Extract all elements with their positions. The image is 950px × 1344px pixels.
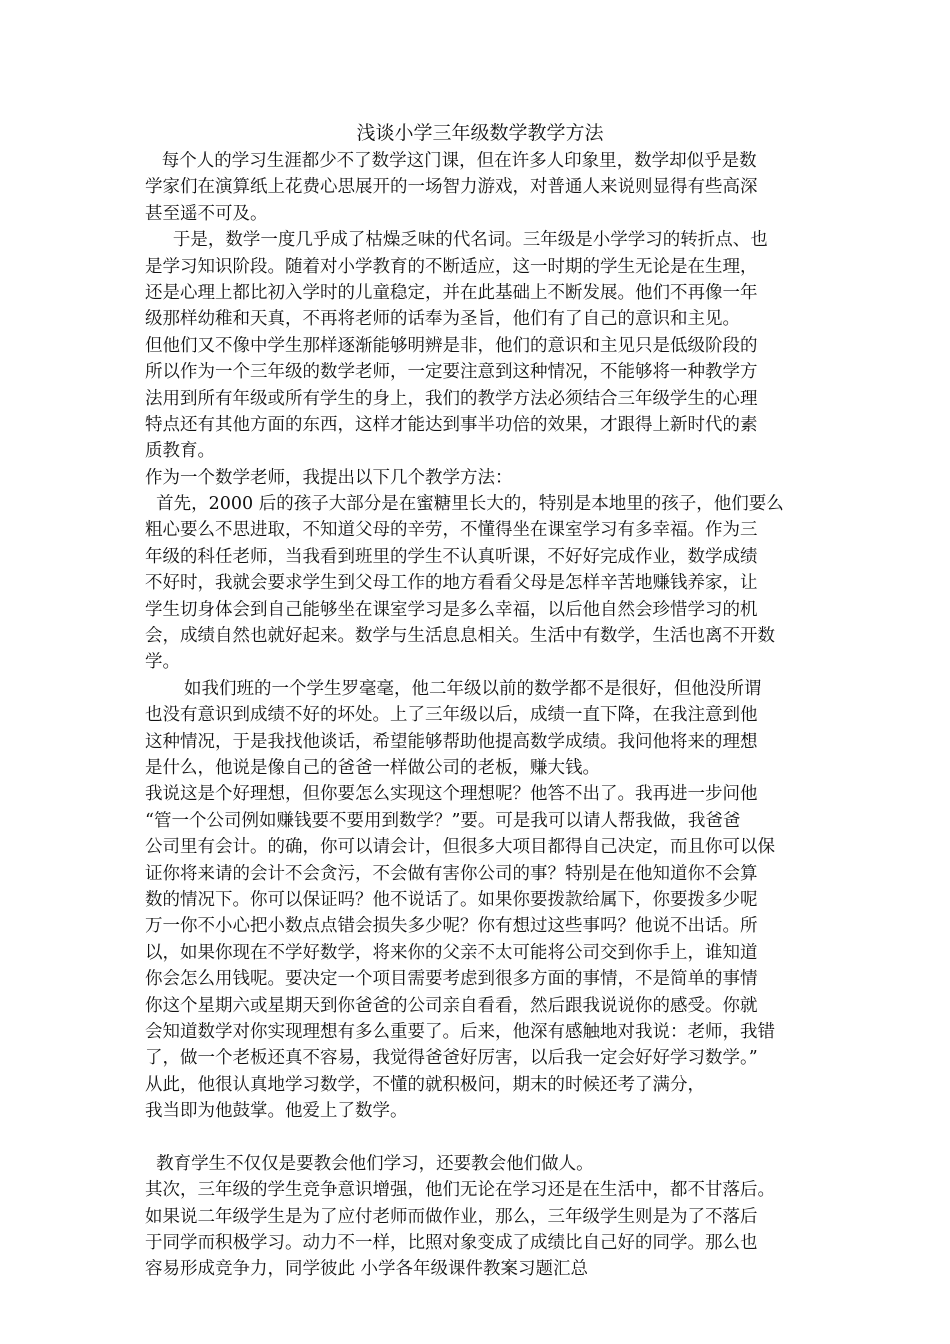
text-line: 学生切身体会到自己能够坐在课室学习是多么幸福，以后他自然会珍惜学习的机 [145, 599, 758, 620]
text-line: 也没有意识到成绩不好的坏处。上了三年级以后，成绩一直下降，在我注意到他 [145, 705, 758, 726]
text-line: 所以作为一个三年级的数学老师，一定要注意到这种情况，不能够将一种教学方 [145, 362, 758, 383]
text-line: 甚至遥不可及。 [145, 203, 268, 224]
document-page [145, 118, 815, 1283]
text-line: 学家们在演算纸上花费心思展开的一场智力游戏，对普通人来说则显得有些高深 [145, 177, 758, 198]
text-line: 首先，2000 后的孩子大部分是在蜜糖里长大的，特别是本地里的孩子，他们要么 [145, 494, 784, 515]
text-line: 粗心要么不思进取，不知道父母的辛劳，不懂得坐在课室学习有多幸福。作为三 [145, 520, 758, 541]
text-line: 会，成绩自然也就好起来。数学与生活息息相关。生活中有数学，生活也离不开数 [145, 626, 775, 647]
text-line: 以，如果你现在不学好数学，将来你的父亲不太可能将公司交到你手上，谁知道 [145, 942, 758, 963]
text-line: 你会怎么用钱呢。要决定一个项目需要考虑到很多方面的事情，不是简单的事情 [145, 969, 758, 990]
text-line: 还是心理上都比初入学时的儿童稳定，并在此基础上不断发展。他们不再像一年 [145, 282, 758, 303]
text-line: 容易形成竞争力，同学彼此 小学各年级课件教案习题汇总 [145, 1259, 589, 1280]
text-line: 每个人的学习生涯都少不了数学这门课，但在许多人印象里，数学却似乎是数 [145, 151, 757, 171]
text-line: 了，做一个老板还真不容易，我觉得爸爸好厉害，以后我一定会好好学习数学。” [145, 1048, 758, 1069]
text-line: 这种情况，于是我找他谈话，希望能够帮助他提高数学成绩。我问他将来的理想 [145, 731, 758, 752]
blank-line [145, 1124, 815, 1150]
text-line: 于是，数学一度几乎成了枯燥乏味的代名词。三年级是小学学习的转折点、也 [145, 230, 768, 251]
text-line: 公司里有会计。的确，你可以请会计，但很多大项目都得自己决定，而且你可以保 [145, 837, 775, 858]
text-line: 从此，他很认真地学习数学，不懂的就积极问，期末的时候还考了满分， [145, 1074, 705, 1095]
text-line: 特点还有其他方面的东西，这样才能达到事半功倍的效果，才跟得上新时代的素 [145, 414, 758, 435]
text-line: 如果说二年级学生是为了应付老师而做作业，那么，三年级学生则是为了不落后 [145, 1206, 758, 1227]
text-line: “管一个公司例如赚钱要不要用到数学？”要。可是我可以请人帮我做，我爸爸 [145, 810, 741, 831]
text-line: 我说这是个好理想，但你要怎么实现这个理想呢？他答不出了。我再进一步问他 [145, 784, 758, 805]
text-line: 学。 [145, 652, 180, 673]
text-line: 其次，三年级的学生竞争意识增强，他们无论在学习还是在生活中，都不甘落后。 [145, 1180, 775, 1201]
text-line: 于同学而积极学习。动力不一样，比照对象变成了成绩比自己好的同学。那么也 [145, 1233, 758, 1254]
text-line: 但他们又不像中学生那样逐渐能够明辨是非，他们的意识和主见只是低级阶段的 [145, 335, 758, 356]
text-line: 质教育。 [145, 441, 215, 462]
text-line: 证你将来请的会计不会贪污，不会做有害你公司的事？特别是在他知道你不会算 [145, 863, 758, 884]
text-line: 是什么，他说是像自己的爸爸一样做公司的老板，赚大钱。 [145, 757, 600, 778]
text-line: 会知道数学对你实现理想有多么重要了。后来，他深有感触地对我说：老师，我错 [145, 1021, 775, 1042]
text-line: 法用到所有年级或所有学生的身上，我们的教学方法必须结合三年级学生的心理 [145, 388, 758, 409]
text-line: 我当即为他鼓掌。他爱上了数学。 [145, 1101, 408, 1122]
text-line: 不好时，我就会要求学生到父母工作的地方看看父母是怎样辛苦地赚钱养家，让 [145, 573, 758, 594]
text-line: 是学习知识阶段。随着对小学教育的不断适应，这一时期的学生无论是在生理， [145, 256, 758, 277]
text-line: 你这个星期六或星期天到你爸爸的公司亲自看看，然后跟我说说你的感受。你就 [145, 995, 758, 1016]
text-line: 作为一个数学老师，我提出以下几个教学方法： [145, 467, 513, 488]
text-line: 级那样幼稚和天真，不再将老师的话奉为圣旨，他们有了自己的意识和主见。 [145, 309, 740, 330]
document-title: 浅谈小学三年级数学教学方法 [356, 122, 604, 144]
text-line: 如我们班的一个学生罗毫毫，他二年级以前的数学都不是很好，但他没所谓 [145, 678, 762, 699]
document-body [145, 148, 815, 1283]
text-line: 教育学生不仅仅是要教会他们学习，还要教会他们做人。 [145, 1153, 594, 1174]
text-line: 万一你不小心把小数点点错会损失多少呢？你有想过这些事吗？他说不出话。所 [145, 916, 758, 937]
text-line: 数的情况下。你可以保证吗？他不说话了。如果你要拨款给属下，你要拨多少呢 [145, 889, 758, 910]
text-line: 年级的科任老师，当我看到班里的学生不认真听课，不好好完成作业，数学成绩 [145, 546, 758, 567]
